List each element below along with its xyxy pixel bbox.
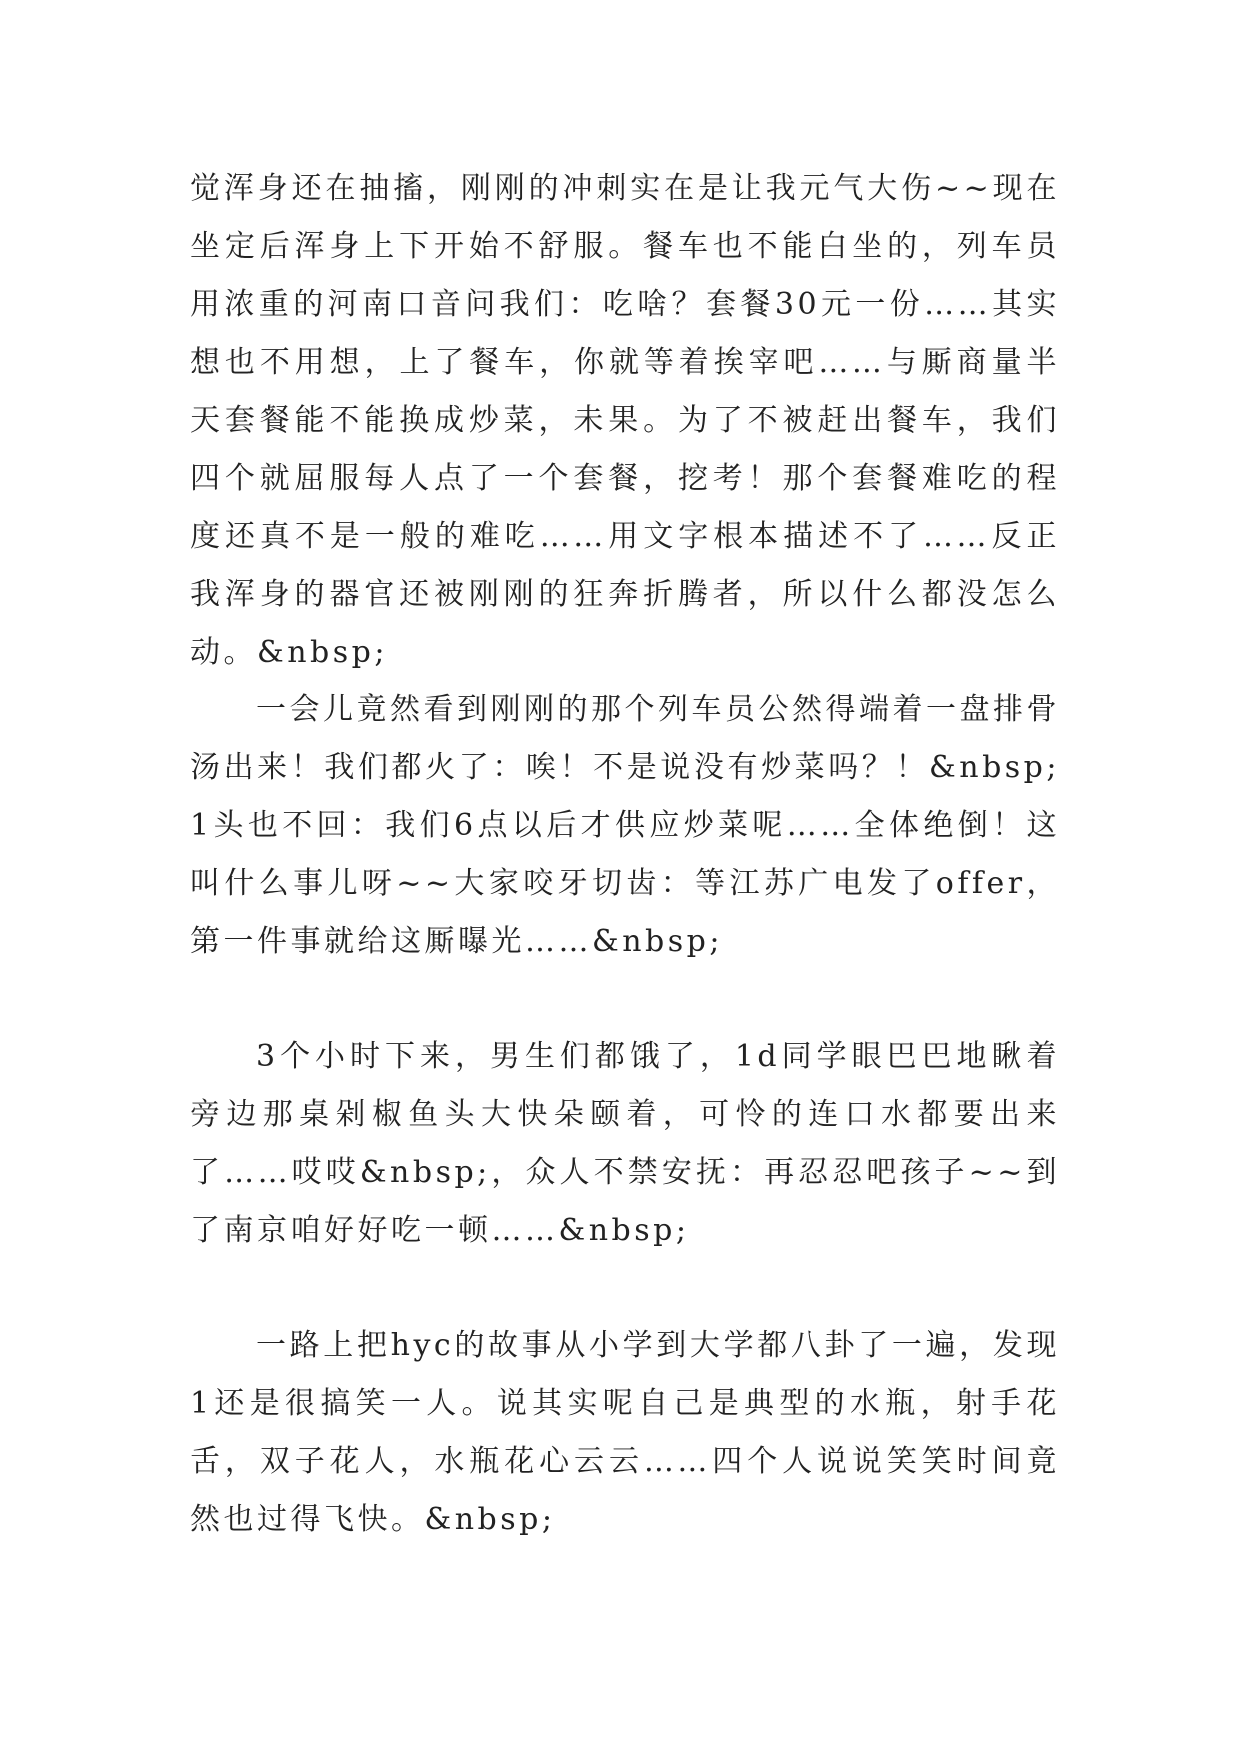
paragraph-1: 觉浑身还在抽搐，刚刚的冲刺实在是让我元气大伤~~现在坐定后浑身上下开始不舒服。餐车也不能白坐的，列车员用浓重的河南口音问我们：吃啥？套餐30元一份……其实想也不用想，上了餐车，你就等着挨宰吧……与厮商量半天套餐能不能换成炒菜，未果。为了不被赶出餐车，我们四个就屈服每人点了一个套餐，挖考！那个套餐难吃的程度还真不是一般的难吃……用文字根本描述不了……反正我浑身的器官还被刚刚的狂奔折腾者，所以什么都没怎么动。&nbsp;: [190, 171, 1060, 670]
paragraph-2: 一会儿竟然看到刚刚的那个列车员公然得端着一盘排骨汤出来！我们都火了：唉！不是说没有炒菜吗？！&nbsp;1头也不回：我们6点以后才供应炒菜呢……全体绝倒！这叫什么事儿呀~~大家咬牙切齿：等江苏广电发了offer，第一件事就给这厮曝光……&nbsp;: [190, 692, 1060, 959]
paragraph-4: 一路上把hyc的故事从小学到大学都八卦了一遍，发现1还是很搞笑一人。说其实呢自己是典型的水瓶，射手花舌，双子花人，水瓶花心云云……四个人说说笑笑时间竟然也过得飞快。&nbsp;: [190, 1328, 1060, 1537]
paragraph-3: 3个小时下来，男生们都饿了，1d同学眼巴巴地瞅着旁边那桌剁椒鱼头大快朵颐着，可怜的连口水都要出来了……哎哎&nbsp;，众人不禁安抚：再忍忍吧孩子~~到了南京咱好好吃一顿……&nbsp;: [190, 1039, 1060, 1248]
